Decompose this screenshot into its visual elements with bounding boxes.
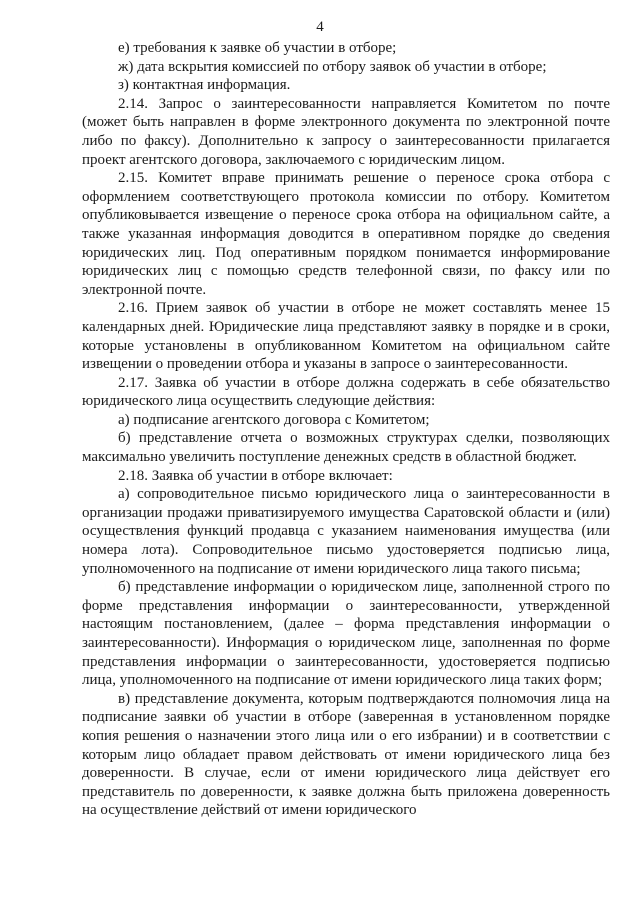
paragraph-2-18-v: в) представление документа, которым подтверждаются полномочия лица на подписание заявки об участии в отборе (заверенная в установленном порядке копия решения о назначении этого лица или о его избрании) и в соответствии с которым лицо обладает правом действовать от имени юридического лица без доверенности. В случае, если от имени юридического лица действует его представитель по доверенности, к заявке должна быть приложена доверенность на осуществление действий от имени юридического: [82, 690, 610, 819]
paragraph-2-18-a: а) сопроводительное письмо юридического лица о заинтересованности в организации продажи приватизируемого имущества Саратовской области и (или) осуществления функций продавца с указанием наименования имущества (или номера лота). Сопроводительное письмо удостоверяется подписью лица, уполномоченного на подписание от имени юридического лица такого письма;: [82, 486, 610, 577]
paragraph-2-18: 2.18. Заявка об участии в отборе включает:: [118, 467, 393, 484]
page-number: 4: [316, 19, 324, 35]
paragraph-2-17-b: б) представление отчета о возможных структурах сделки, позволяющих максимально увеличить поступление денежных средств в областной бюджет.: [82, 430, 610, 466]
paragraph-item-e: е) требования к заявке об участии в отборе;: [118, 40, 397, 56]
paragraph-item-zh: ж) дата вскрытия комиссией по отбору заявок об участии в отборе;: [118, 58, 547, 75]
paragraph-2-15: 2.15. Комитет вправе принимать решение о переносе срока отбора с оформлением соответствующего протокола комиссии по отбору. Комитетом опубликовывается извещение о переносе срока отбора на официальном сайте, а также указанная информация доводится в оперативном порядке до сведения юридических лиц. Под оперативным порядком понимается информирование юридических лиц с помощью средств телефонной связи, по факсу или по электронной почте.: [82, 170, 610, 298]
paragraph-2-16: 2.16. Прием заявок об участии в отборе не может составлять менее 15 календарных дней. Юридические лица представляют заявку в порядке и в сроки, которые установлены в опубликованном Комитетом на официальном сайте извещении о проведении отбора и указаны в запросе о заинтересованности.: [82, 300, 610, 373]
paragraph-2-17-a: а) подписание агентского договора с Комитетом;: [118, 411, 430, 428]
paragraph-2-14: 2.14. Запрос о заинтересованности направляется Комитетом по почте (может быть направлен в форме электронного документа по электронной почте либо по факсу). Дополнительно к запросу о заинтересованности прилагается проект агентского договора, заключаемого с юридическим лицом.: [82, 95, 610, 168]
paragraph-item-z: з) контактная информация.: [118, 77, 291, 94]
document-body: [82, 39, 610, 820]
paragraph-2-18-b: б) представление информации о юридическом лице, заполненной строго по форме представления информации о заинтересованности, утвержденной настоящим постановлением, (далее – форма представления информации о заинтересованности). Информация о юридическом лице, заполненная по форме представления информации о заинтересованности, удостоверяется подписью лица, уполномоченного на подписание от имени юридического лица таких форм;: [82, 579, 610, 689]
paragraph-2-17: 2.17. Заявка об участии в отборе должна содержать в себе обязательство юридического лица осуществить следующие действия:: [82, 374, 610, 410]
